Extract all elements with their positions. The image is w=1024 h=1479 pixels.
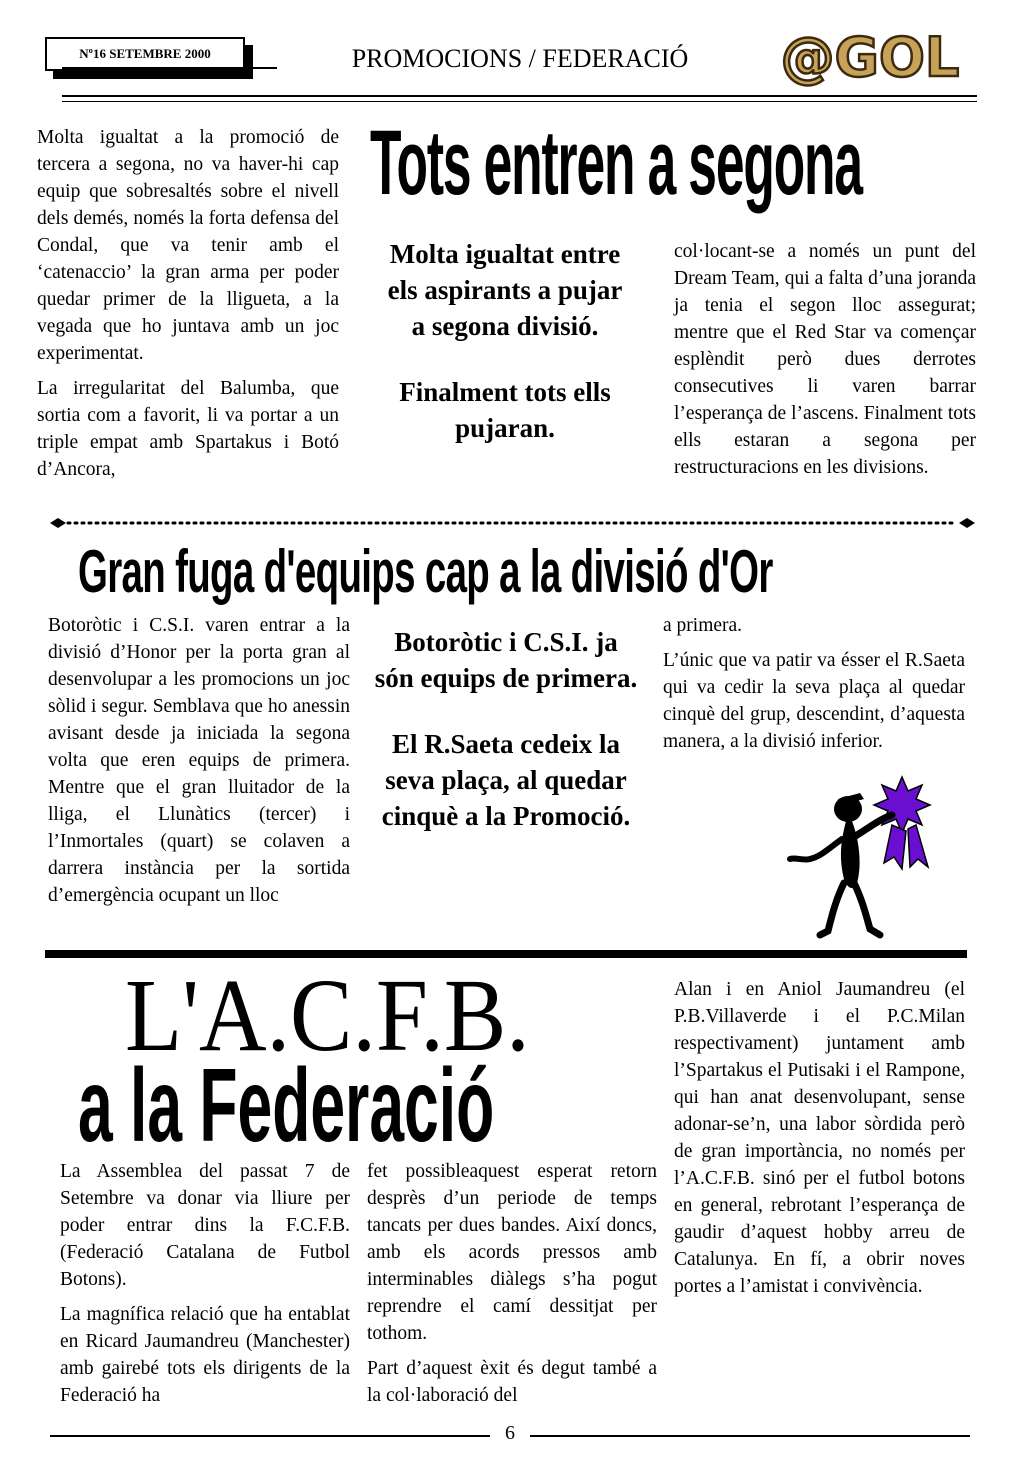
pull-quote-line: Finalment tots ells pujaran. <box>399 377 611 443</box>
pull-quote-line: Molta igualtat entre els aspirants a pujar a segona divisió. <box>387 239 623 341</box>
article3-column-3 <box>674 976 965 1308</box>
header-rule-bottom-thin <box>62 101 977 102</box>
headline-tots-entren: Tots entren a segona <box>370 112 862 214</box>
logo-text: @GOL <box>780 28 960 88</box>
article1-pull-quote <box>380 236 630 476</box>
paragraph: La irregularitat del Balumba, que sortia com a favorit, li va portar a un triple empat amb Spartakus i Botó d’Ancora, <box>37 378 339 480</box>
headline-gran-fuga: Gran fuga d'equips cap a la divisió d'Or <box>78 538 773 605</box>
issue-box <box>45 37 245 71</box>
issue-label: Nº16 SETEMBRE 2000 <box>79 46 211 61</box>
pull-quote-line: El R.Saeta cedeix la seva plaça, al quedar cinquè a la Promoció. <box>381 729 631 831</box>
paragraph: col·locant-se a només un punt del Dream Team, qui a falta d’una joranda ja tenia el segon lloc assegurat; mentre que el Red Star va començar esplèndit però dues derrotes consecutives li varen barrar l’esperança de l’ascens. Finalment tots ells estaran a segona per restructuracions en les divisions. <box>674 241 976 478</box>
headline-acfb: L'A.C.F.B. <box>125 958 530 1073</box>
paragraph: La Assemblea del passat 7 de Setembre va donar via lliure per poder entrar dins la F.C.F.B. (Federació Catalana de Futbol Botons). <box>60 1161 350 1290</box>
pull-quote-line: Botoròtic i C.S.I. ja són equips de primera. <box>374 627 638 693</box>
article1-column-3 <box>674 238 976 489</box>
article2-column-1 <box>48 612 350 917</box>
article3-column-1 <box>60 1158 350 1417</box>
section-title: PROMOCIONS / FEDERACIÓ <box>351 44 689 73</box>
stick-figure-icon <box>790 793 892 935</box>
article2-column-3 <box>663 612 965 763</box>
footer-rule-right <box>530 1435 970 1437</box>
paragraph: fet possibleaquest esperat retorn desprès d’un periode de temps tancats per dues bandes. Així doncs, amb els acords pressos amb interminables diàlegs s’ha pogut reprendre el camí dessitjat per tothom. <box>367 1161 657 1344</box>
header-rule-bottom <box>62 95 977 97</box>
article1-column-1 <box>37 124 339 491</box>
header-rule-left-top <box>62 67 277 69</box>
footer-rule-left <box>50 1435 490 1437</box>
headline-federacio: a la Federació <box>78 1048 495 1164</box>
paragraph: Part d’aquest èxit és degut també a la col·laboració del <box>367 1358 657 1406</box>
article3-column-2 <box>367 1158 657 1417</box>
paragraph: La magnífica relació que ha entablat en Ricard Jaumandreu (Manchester) amb gairebé tots els dirigents de la Federació ha <box>60 1304 350 1406</box>
paragraph: Botoròtic i C.S.I. varen entrar a la divisió d’Honor per la porta gran al desenvolupar a les promocions un joc sòlid i segur. Semblava que ho anessin avisant desde ja iniciada la segona volta que eren equips de primera. Mentre que el gran lluitador de la lliga, el Llunàtics (tercer) i l’Inmortales (quart) se colaven a darrera instància per la sortida d’emergència ocupant un lloc <box>48 615 350 906</box>
paragraph: Alan i en Aniol Jaumandreu (el P.B.Villaverde i el P.C.Milan respectivament) juntament amb l’Spartakus el Putisaki i el Rampone, qui han anat desenvolupant, sense adonar-se’n, una labor sòrdida però de gran importància, no només per l’A.C.F.B. sinó per el futbol botons en general, rebrotant l’esperança de gaudir d’aquest hobby arreu de Catalunya. En fí, a obrir noves portes a l’amistat i convivència. <box>674 979 965 1297</box>
paragraph: a primera. <box>663 615 743 636</box>
gol-logo <box>780 28 960 88</box>
article2-pull-quote <box>372 624 640 864</box>
section-rule <box>45 950 967 958</box>
dotted-divider <box>50 512 975 534</box>
paragraph: Molta igualtat a la promoció de tercera a segona, no va haver-hi cap equip que sobresaltés sobre el nivell dels demés, només la forta defensa del Condal, que va tenir amb el ‘catenaccio’ la gran arma per poder quedar primer de la lligueta, a la vegada que ho juntava amb un joc experimentat. <box>37 127 339 364</box>
page-number: 6 <box>505 1422 515 1444</box>
stick-figure-ribbon-illustration <box>780 775 960 945</box>
paragraph: L’únic que va patir va ésser el R.Saeta qui va cedir la seva plaça al quedar cinquè del grup, descendint, d’aquesta manera, a la divisió inferior. <box>663 650 965 752</box>
